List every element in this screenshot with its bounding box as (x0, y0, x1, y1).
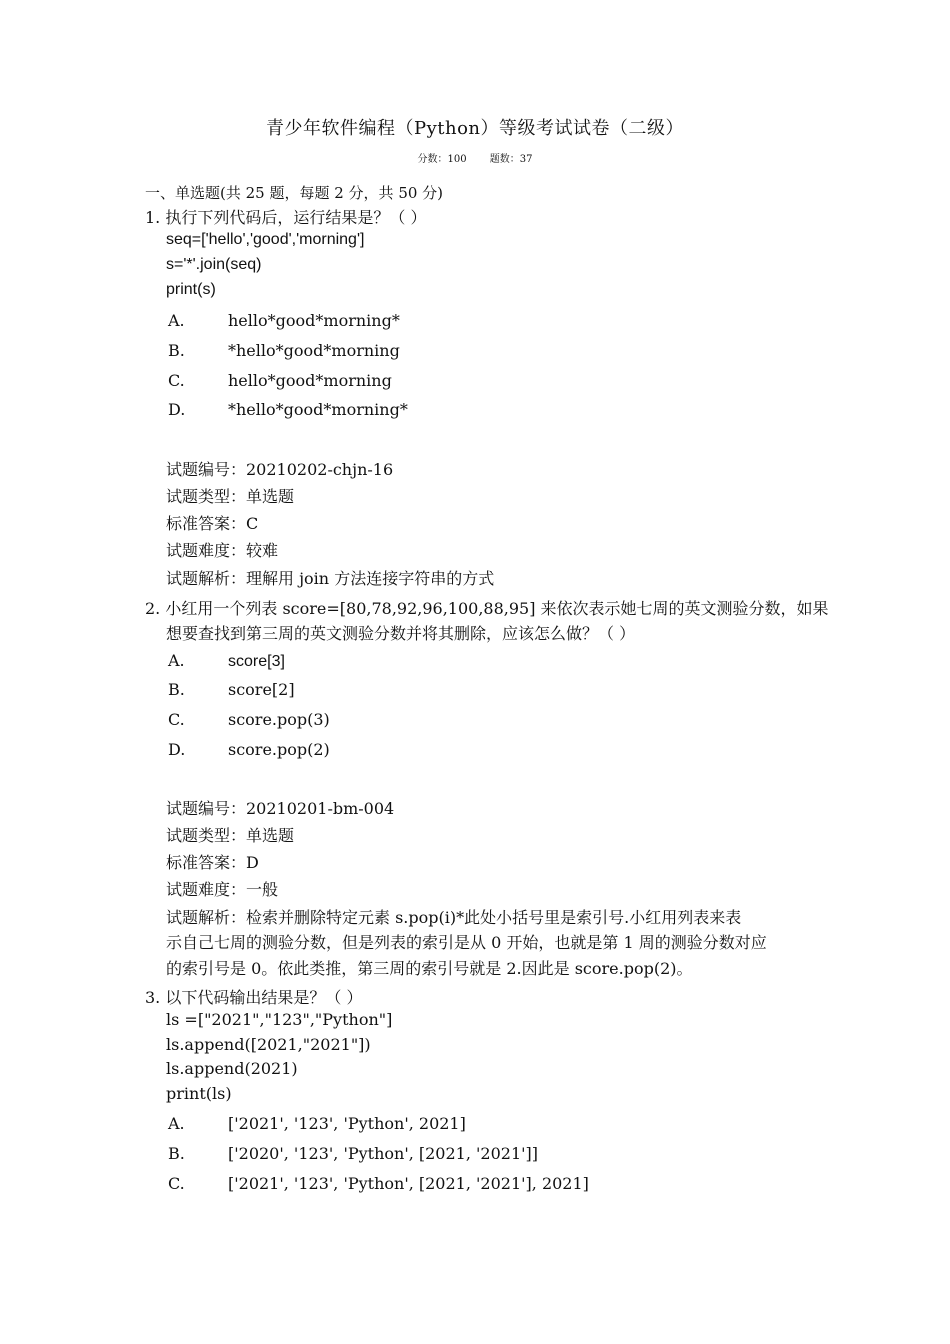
question-1-stem: 1. 执行下列代码后，运行结果是？（ ） (145, 208, 427, 227)
question-3-code-line: ls =["2021","123","Python"] (166, 1010, 393, 1029)
question-2-info-type: 试题类型：单选题 (166, 826, 295, 845)
option-text: *hello*good*morning* (228, 400, 408, 419)
question-3-code-line: ls.append([2021,"2021"]) (166, 1035, 371, 1054)
option-label: B. (168, 1144, 185, 1163)
question-2-option-c[interactable] (168, 710, 330, 729)
question-1-info-answer: 标准答案：C (166, 514, 259, 533)
question-3-option-c[interactable] (168, 1174, 589, 1193)
option-label: A. (168, 651, 185, 670)
option-text: ['2020', '123', 'Python', [2021, '2021']] (228, 1144, 539, 1163)
question-3-option-a[interactable] (168, 1114, 466, 1133)
question-1-info-id: 试题编号：20210202-chjn-16 (166, 460, 394, 479)
question-1-code-line: s='*'.join(seq) (166, 256, 262, 273)
option-text: score.pop(3) (228, 710, 330, 729)
question-2-info-analysis-cont: 示自己七周的测验分数，但是列表的索引是从 0 开始，也就是第 1 周的测验分数对应 (166, 933, 767, 952)
question-1-code-line: seq=['hello','good','morning'] (166, 231, 365, 248)
question-1-info-analysis: 试题解析：理解用 join 方法连接字符串的方式 (166, 569, 495, 588)
question-3-code-line: print(ls) (166, 1084, 232, 1103)
section-heading: 一、单选题(共 25 题，每题 2 分，共 50 分) (145, 184, 444, 202)
question-1-info-difficulty: 试题难度：较难 (166, 541, 279, 560)
question-3-stem: 3. 以下代码输出结果是？（ ） (145, 988, 363, 1007)
option-text: *hello*good*morning (228, 341, 400, 360)
option-label: A. (168, 311, 185, 330)
option-label: D. (168, 740, 186, 759)
question-2-option-b[interactable] (168, 680, 295, 699)
option-label: B. (168, 680, 185, 699)
option-text: hello*good*morning (228, 371, 392, 390)
page-title: 青少年软件编程（Python）等级考试试卷（二级） (265, 118, 685, 139)
option-text: score[3] (228, 653, 285, 670)
score-label: 分数：100 (417, 154, 467, 165)
question-2-info-answer: 标准答案：D (166, 853, 259, 872)
question-2-info-id: 试题编号：20210201-bm-004 (166, 799, 395, 818)
option-text: hello*good*morning* (228, 311, 400, 330)
option-label: C. (168, 371, 185, 390)
question-1-info-type: 试题类型：单选题 (166, 487, 295, 506)
question-3-option-b[interactable] (168, 1144, 538, 1163)
question-2-option-a[interactable] (168, 651, 285, 671)
count-label: 题数：37 (489, 154, 533, 165)
option-text: ['2021', '123', 'Python', [2021, '2021'], 2021] (228, 1174, 589, 1193)
question-1-option-d[interactable] (168, 400, 408, 419)
question-1-option-b[interactable] (168, 341, 400, 360)
question-1-option-c[interactable] (168, 371, 392, 390)
exam-meta (0, 150, 950, 165)
question-3-code-line: ls.append(2021) (166, 1059, 298, 1078)
option-text: ['2021', '123', 'Python', 2021] (228, 1114, 466, 1133)
question-1-code-line: print(s) (166, 281, 216, 298)
option-label: D. (168, 400, 186, 419)
question-2-info-difficulty: 试题难度：一般 (166, 880, 279, 899)
question-2-option-d[interactable] (168, 740, 330, 759)
question-2-stem: 2. 小红用一个列表 score=[80,78,92,96,100,88,95] 来依次表示她七周的英文测验分数，如果 (145, 599, 829, 618)
question-1-option-a[interactable] (168, 311, 400, 330)
option-text: score.pop(2) (228, 740, 330, 759)
question-2-info-analysis-cont: 的索引号是 0。依此类推，第三周的索引号就是 2.因此是 score.pop(2)。 (166, 959, 693, 978)
option-label: A. (168, 1114, 185, 1133)
option-label: C. (168, 710, 185, 729)
option-label: B. (168, 341, 185, 360)
question-2-info-analysis: 试题解析：检索并删除特定元素 s.pop(i)*此处小括号里是索引号.小红用列表来表 (166, 908, 742, 927)
option-label: C. (168, 1174, 185, 1193)
option-text: score[2] (228, 680, 295, 699)
question-2-stem-cont: 想要查找到第三周的英文测验分数并将其删除，应该怎么做？（ ） (166, 624, 636, 643)
